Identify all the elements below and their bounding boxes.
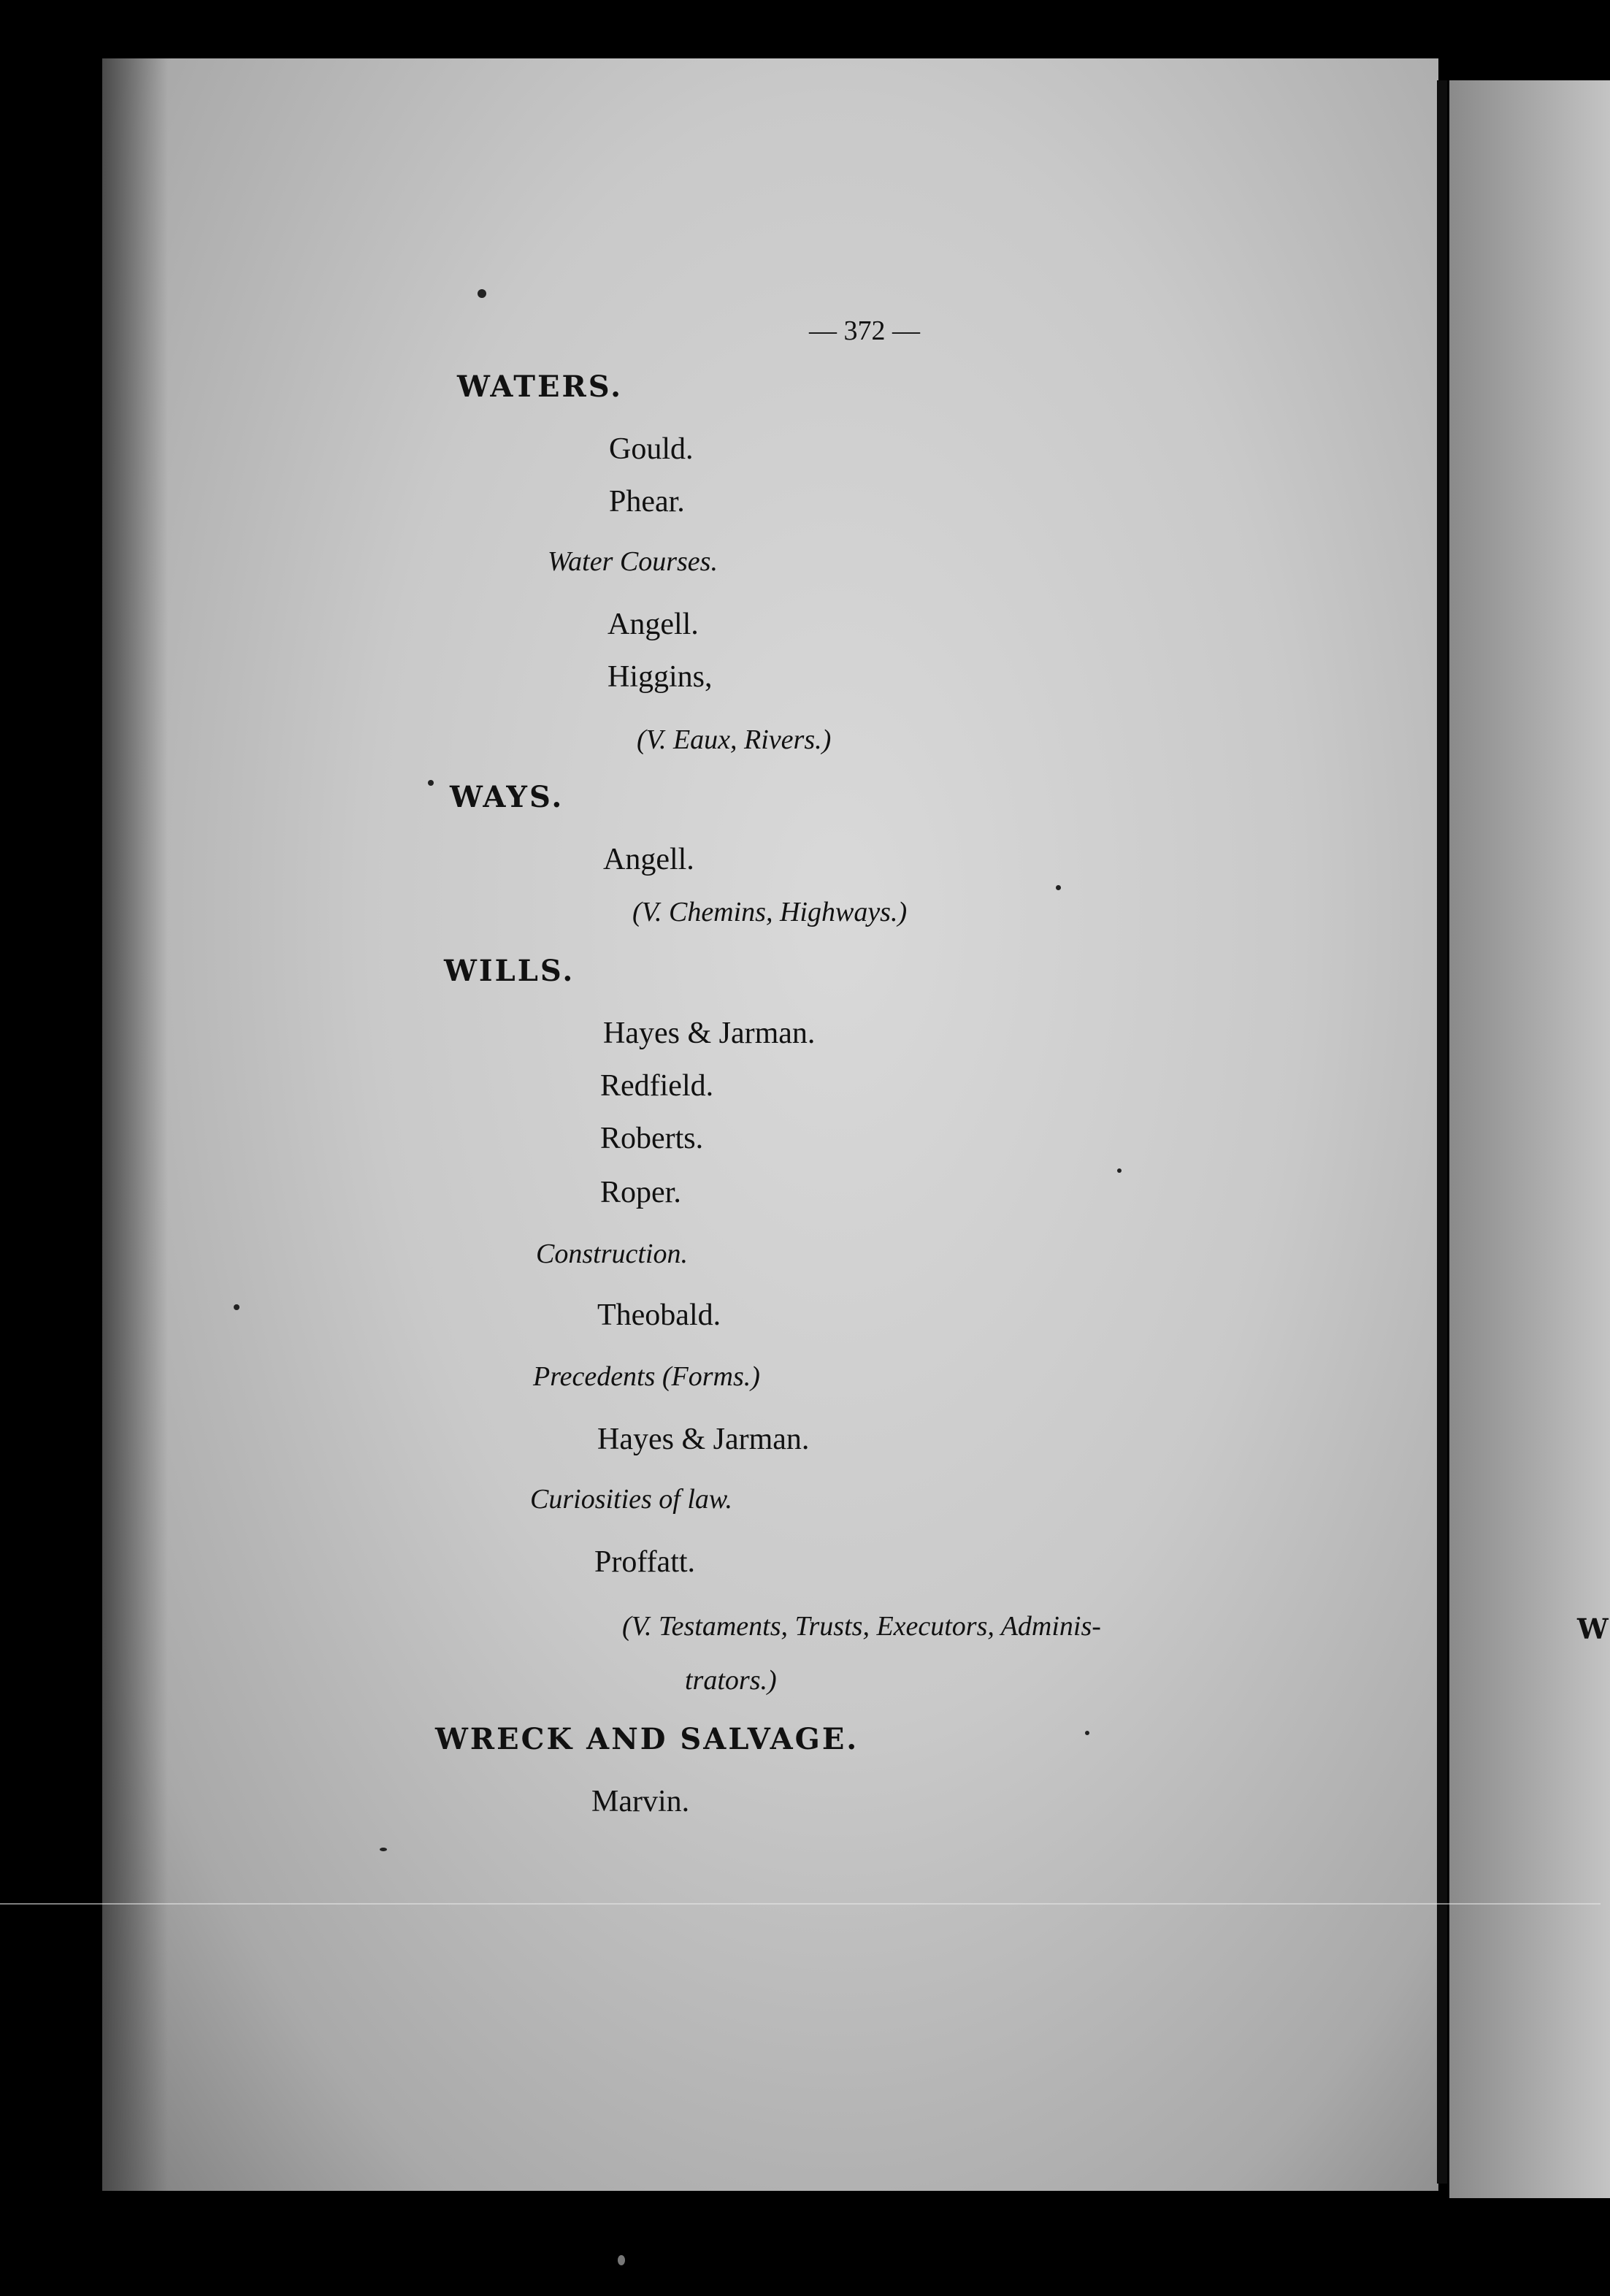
entry-marvin: Marvin.: [591, 1785, 690, 1818]
entry-angell: Angell.: [607, 608, 699, 641]
page-right: [1449, 80, 1610, 2198]
entry-phear: Phear.: [609, 485, 685, 518]
page-number: — 372 —: [809, 315, 920, 346]
entry-higgins: Higgins,: [607, 660, 713, 694]
ink-speck: [1085, 1731, 1089, 1735]
page-shadow: [102, 58, 168, 2191]
entry-hayes-jarman: Hayes & Jarman.: [597, 1423, 810, 1456]
entry-angell: Angell.: [603, 843, 694, 876]
page-left: [102, 58, 1438, 2191]
entry-proffatt: Proffatt.: [594, 1545, 696, 1579]
subheading-curiosities-of-law: Curiosities of law.: [530, 1484, 732, 1515]
cross-reference-continued: trators.): [685, 1665, 777, 1696]
ink-speck: [1117, 1168, 1122, 1173]
entry-theobald: Theobald.: [597, 1298, 721, 1332]
ink-speck: [234, 1304, 239, 1310]
ink-speck: [478, 289, 486, 298]
entry-roper: Roper.: [600, 1176, 681, 1209]
page-gutter: [1437, 80, 1447, 2184]
ink-speck: [380, 1848, 387, 1851]
cross-reference: (V. Chemins, Highways.): [632, 897, 908, 927]
subheading-construction: Construction.: [536, 1239, 688, 1269]
entry-hayes-jarman: Hayes & Jarman.: [603, 1017, 816, 1050]
right-page-fragment: W: [1577, 1612, 1609, 1645]
cross-reference: (V. Eaux, Rivers.): [637, 724, 832, 755]
cross-reference: (V. Testaments, Trusts, Executors, Adminis-: [622, 1611, 1101, 1642]
entry-redfield: Redfield.: [600, 1069, 714, 1103]
heading-wills: WILLS.: [444, 954, 575, 988]
scan-line: [0, 1903, 1601, 1905]
heading-ways: WAYS.: [450, 780, 564, 814]
heading-wreck-and-salvage: WRECK AND SALVAGE.: [435, 1722, 859, 1756]
ink-speck: [428, 780, 434, 786]
subheading-precedents: Precedents (Forms.): [533, 1361, 760, 1392]
entry-gould: Gould.: [609, 432, 694, 466]
ink-speck: [618, 2255, 625, 2265]
subheading-water-courses: Water Courses.: [548, 546, 718, 577]
heading-waters: WATERS.: [457, 370, 624, 404]
entry-roberts: Roberts.: [600, 1122, 704, 1155]
ink-speck: [1056, 885, 1061, 890]
